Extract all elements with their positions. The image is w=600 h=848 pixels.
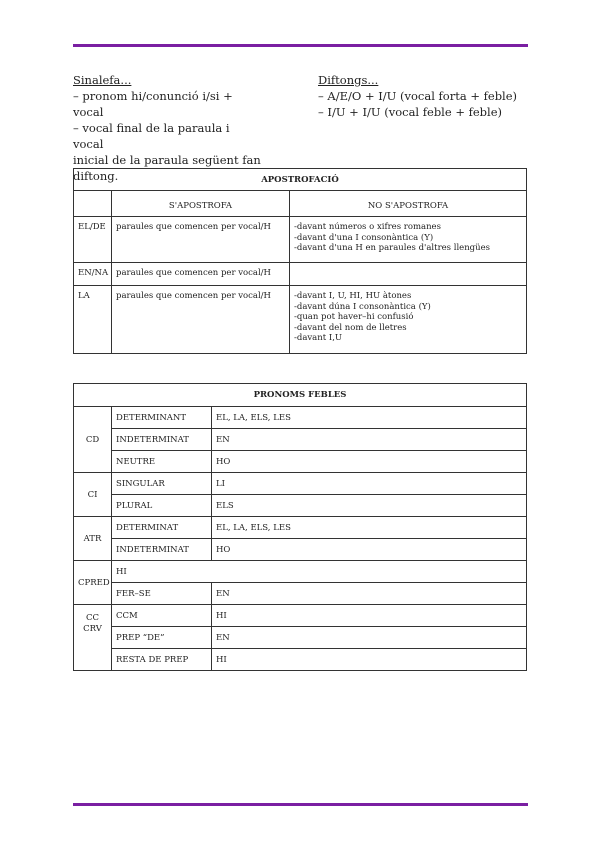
group-label-cc-crv — [74, 605, 112, 671]
value-cell: EN — [212, 627, 527, 649]
value-cell: EL, LA, ELS, LES — [212, 407, 527, 429]
table-row — [74, 561, 527, 583]
no-apostrofa-cell — [290, 263, 527, 286]
table-row — [74, 429, 527, 451]
apostrofa-cell: paraules que comencen per vocal/H — [112, 263, 290, 286]
table-row — [74, 605, 527, 627]
rule-line: -quan pot haver–hi confusió — [294, 312, 414, 322]
top-divider — [73, 44, 528, 47]
row-label: EL/DE — [74, 217, 112, 263]
sub-cell: DETERMINAT — [112, 517, 212, 539]
table-row — [74, 263, 527, 286]
sub-cell: INDETERMINAT — [112, 539, 212, 561]
header-blank-cell — [74, 191, 112, 217]
pronoms-febles-table — [73, 383, 527, 671]
table-row — [74, 473, 527, 495]
value-cell: ELS — [212, 495, 527, 517]
pronoms-title: PRONOMS FEBLES — [74, 384, 527, 407]
table-row — [74, 517, 527, 539]
sinalefa-line: inicial de la paraula següent fan — [73, 153, 261, 167]
table-row — [74, 495, 527, 517]
sub-cell-span: HI — [112, 561, 527, 583]
sub-cell: INDETERMINAT — [112, 429, 212, 451]
apostrofa-cell: paraules que comencen per vocal/H — [112, 286, 290, 354]
group-label-line: CC — [85, 613, 99, 623]
row-label: EN/NA — [74, 263, 112, 286]
sub-cell: PLURAL — [112, 495, 212, 517]
rule-line: -davant I,U — [294, 333, 343, 343]
no-apostrofa-cell — [290, 217, 527, 263]
sub-cell: FER–SE — [112, 583, 212, 605]
sinalefa-line: diftong. — [73, 169, 119, 183]
table-row — [74, 451, 527, 473]
apostrofacio-table — [73, 168, 527, 354]
group-label-atr: ATR — [74, 517, 112, 561]
diftongs-title: Diftongs... — [318, 73, 379, 87]
rule-line: -davant I, U, HI, HU àtones — [294, 291, 412, 301]
table-row — [74, 627, 527, 649]
value-cell: HI — [212, 649, 527, 671]
rule-line: -davant números o xifres romanes — [294, 222, 441, 232]
diftongs-note — [318, 72, 528, 120]
group-label-cpred: CPRED — [74, 561, 112, 605]
header-no-apostrofa: NO S'APOSTROFA — [290, 191, 527, 217]
group-label-line: CRV — [83, 624, 102, 634]
table-row — [74, 286, 527, 354]
group-label-cd: CD — [74, 407, 112, 473]
sinalefa-title: Sinalefa... — [73, 73, 132, 87]
value-cell: EL, LA, ELS, LES — [212, 517, 527, 539]
sub-cell: NEUTRE — [112, 451, 212, 473]
value-cell: HO — [212, 539, 527, 561]
sub-cell: CCM — [112, 605, 212, 627]
sub-cell: PREP “DE” — [112, 627, 212, 649]
rule-line: -davant d'una H en paraules d'altres llengües — [294, 243, 490, 253]
sub-cell: SINGULAR — [112, 473, 212, 495]
rule-line: -davant del nom de lletres — [294, 322, 407, 333]
table-row — [74, 583, 527, 605]
group-label-ci: CI — [74, 473, 112, 517]
value-cell: EN — [212, 429, 527, 451]
sinalefa-line: – pronom hi/conunció i/si + vocal — [73, 89, 233, 119]
value-cell: LI — [212, 473, 527, 495]
row-label: LA — [74, 286, 112, 354]
table-row — [74, 539, 527, 561]
no-apostrofa-cell — [290, 286, 527, 354]
apostrofa-cell: paraules que comencen per vocal/H — [112, 217, 290, 263]
apostrofacio-title: APOSTROFACIÓ — [74, 169, 527, 191]
table-row — [74, 649, 527, 671]
bottom-divider — [73, 803, 528, 806]
header-apostrofa: S'APOSTROFA — [112, 191, 290, 217]
table-row — [74, 407, 527, 429]
sinalefa-line: – vocal final de la paraula i vocal — [73, 121, 230, 151]
value-cell: EN — [212, 583, 527, 605]
diftongs-line: – I/U + I/U (vocal feble + feble) — [318, 105, 503, 119]
rule-line: -davant d'una I consonàntica (Y) — [294, 232, 434, 243]
table-row — [74, 217, 527, 263]
value-cell: HO — [212, 451, 527, 473]
sub-cell: RESTA DE PREP — [112, 649, 212, 671]
sub-cell: DETERMINANT — [112, 407, 212, 429]
value-cell: HI — [212, 605, 527, 627]
rule-line: -davant dúna I consonàntica (Y) — [294, 301, 431, 312]
diftongs-line: – A/E/O + I/U (vocal forta + feble) — [318, 89, 518, 103]
